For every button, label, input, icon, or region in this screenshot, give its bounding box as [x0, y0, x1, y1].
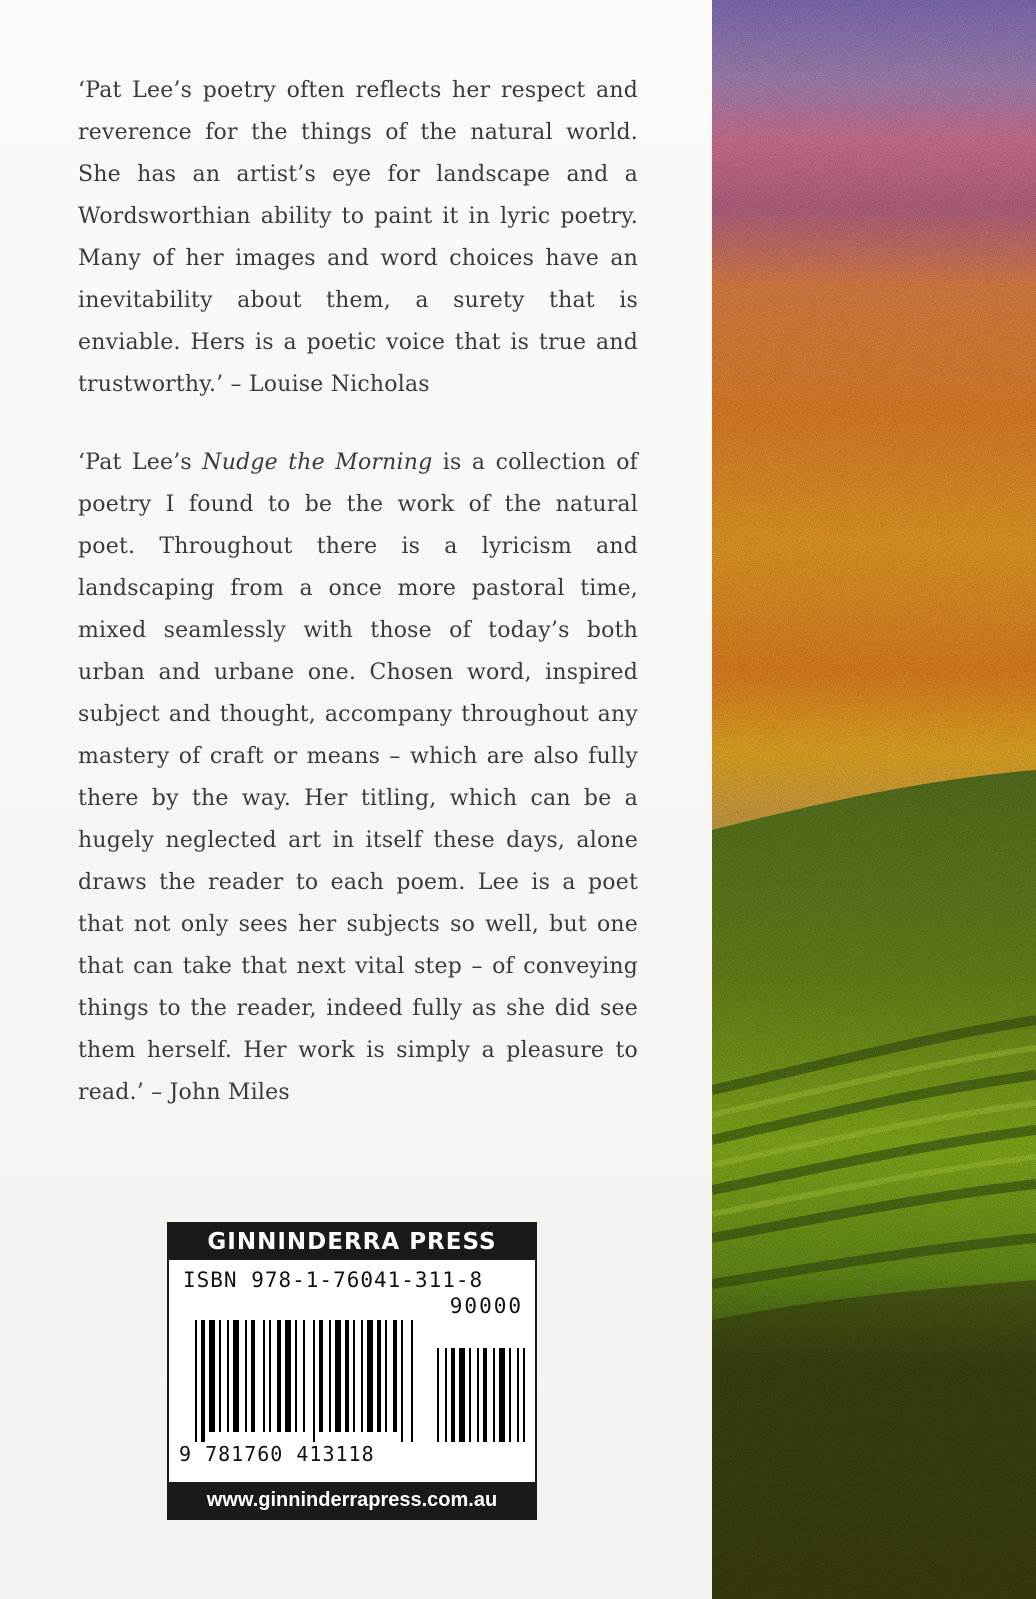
- blurb-john-miles: [78, 442, 638, 1114]
- publisher-name: GINNINDERRA PRESS: [169, 1224, 535, 1260]
- isbn-number: ISBN 978-1-76041-311-8: [183, 1268, 484, 1292]
- price-code: 90000: [449, 1294, 523, 1318]
- blurb-body: is a collection of poetry I found to be the work of the natural poet. Throughout there is a lyricism and landscaping from a once more pastoral time, mixed seamlessly with those of today’s both urban and urbane one. Chosen word, inspired subject and thought, accompany throughout any mastery of craft or means – which are also fully there by the way. Her titling, which can be a hugely neglected art in itself these days, alone draws the reader to each poem. Lee is a poet that not only sees her subjects so well, but one that can take that next vital step – of conveying things to the reader, indeed fully as she did see them herself. Her work is simply a pleasure to read.’ – John Miles: [78, 450, 638, 1105]
- landscape-painting-svg: [712, 0, 1036, 1599]
- book-title: Nudge the Morning: [202, 450, 433, 475]
- barcode-digits: 9 781760 413118: [179, 1442, 375, 1466]
- blurb-louise-nicholas: ‘Pat Lee’s poetry often reflects her respect and reverence for the things of the natural world. She has an artist’s eye for landscape and a Wordsworthian ability to paint it in lyric poetry. Many of her images and word choices have an inevitability about them, a surety that is enviable. Hers is a poetic voice that is true and trustworthy.’ – Louise Nicholas: [78, 78, 638, 397]
- publisher-website: www.ginninderrapress.com.au: [169, 1482, 535, 1518]
- blurb-column: [78, 70, 638, 1150]
- barcode-image: [181, 1320, 525, 1442]
- blurb-lead: ‘Pat Lee’s: [78, 450, 203, 475]
- barcode-panel: [167, 1222, 537, 1520]
- landscape-painting: [712, 0, 1036, 1599]
